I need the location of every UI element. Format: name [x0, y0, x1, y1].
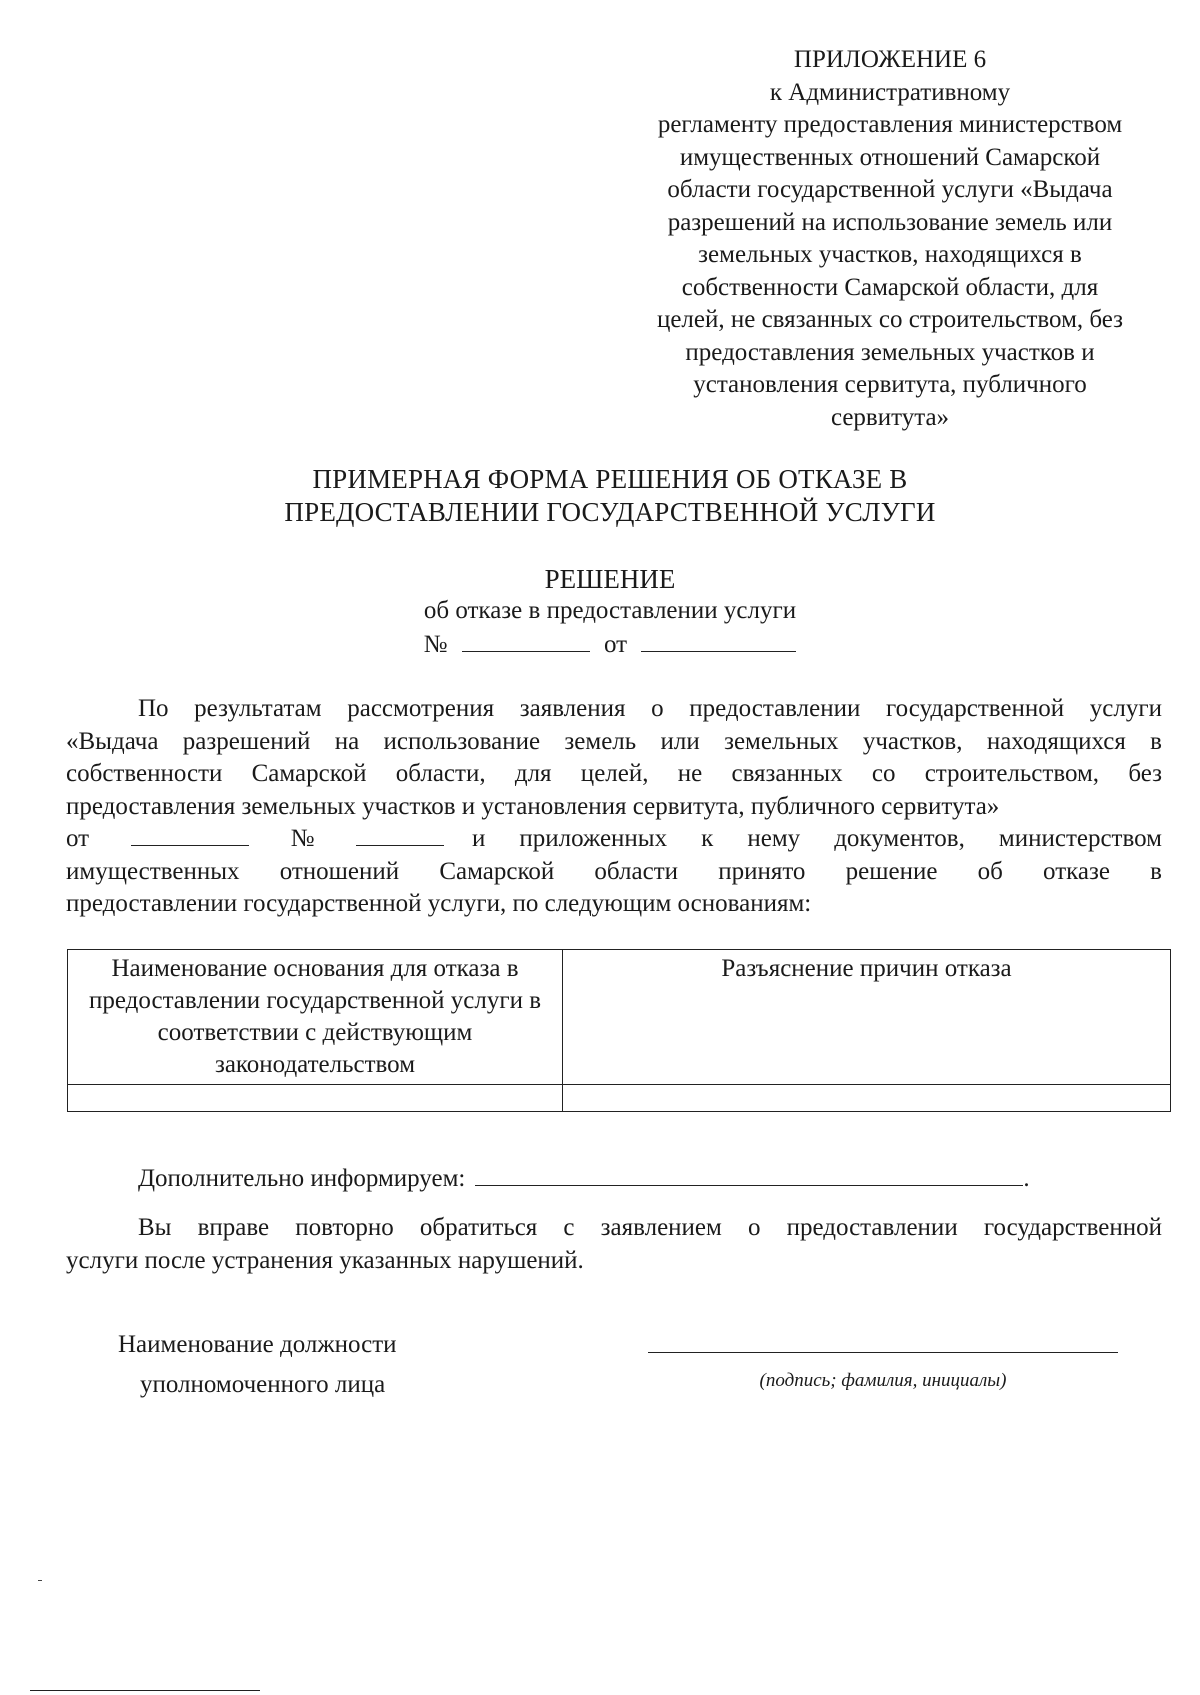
table-header-row [68, 950, 1171, 1085]
form-title-line: ПРЕДОСТАВЛЕНИИ ГОСУДАРСТВЕННОЙ УСЛУГИ [284, 497, 936, 527]
from-word: от [66, 825, 90, 852]
date-blank[interactable] [641, 629, 796, 652]
paragraph-line: «Выдача разрешений на использование земель или земельных участков, находящихся в [66, 727, 1162, 755]
footnote-rule [30, 1690, 260, 1691]
main-paragraph [66, 693, 1162, 921]
paragraph-line: предоставлении государственной услуги, по следующим основаниям: [66, 890, 812, 917]
paragraph-line: имущественных отношений Самарской области принято решение об отказе в [66, 857, 1162, 885]
appendix-heading: ПРИЛОЖЕНИЕ 6 [793, 46, 987, 73]
appendix-line: целей, не связанных со строительством, без [656, 306, 1124, 333]
appendix-header [620, 44, 1160, 434]
appendix-line: сервитута» [830, 403, 950, 431]
number-word: № [290, 825, 315, 852]
number-label: № [423, 631, 448, 658]
appeal-paragraph [66, 1212, 1162, 1277]
table-cell[interactable] [68, 1085, 563, 1112]
appendix-line: собственности Самарской области, для [681, 273, 1099, 301]
table-header-cell: Наименование основания для отказа в предоставлении государственной услуги в соответствии с действующим законодательством [68, 950, 563, 1085]
paragraph-line: Вы вправе повторно обратиться с заявлением о предоставлении государственной [138, 1214, 1162, 1241]
additional-info-blank[interactable] [475, 1163, 1023, 1186]
appendix-line: предоставления земельных участков и [685, 338, 1095, 366]
form-title-line: ПРИМЕРНАЯ ФОРМА РЕШЕНИЯ ОБ ОТКАЗЕ В [312, 464, 908, 494]
signature-hint: (подпись; фамилия, инициалы) [759, 1370, 1007, 1391]
signature-line[interactable] [648, 1352, 1118, 1353]
paragraph-line: собственности Самарской области, для целей, не связанных со строительством, без [66, 760, 1162, 787]
refusal-reasons-table [67, 949, 1171, 1112]
margin-mark [38, 1580, 42, 1581]
number-blank[interactable] [462, 629, 590, 652]
additional-info [138, 1163, 1138, 1195]
table-header-cell: Разъяснение причин отказа [563, 950, 1171, 1085]
after-number-phrase: и приложенных к нему документов, министерством [471, 825, 1162, 852]
form-title [60, 463, 1160, 529]
decision-subtitle: об отказе в предоставлении услуги [423, 597, 797, 624]
paragraph-line: По результатам рассмотрения заявления о предоставлении государственной услуги [138, 695, 1162, 722]
appendix-line: разрешений на использование земель или [667, 208, 1113, 236]
application-date-blank[interactable] [131, 823, 249, 846]
appendix-line: установления сервитута, публичного [693, 371, 1087, 398]
paragraph-line: предоставления земельных участков и установления сервитута, публичного сервитута» [66, 792, 1000, 820]
after-number-text [472, 823, 1162, 856]
table-row [68, 1085, 1171, 1112]
appendix-line: области государственной услуги «Выдача [667, 176, 1113, 203]
appendix-line: к Административному [769, 78, 1011, 106]
signatory-position [118, 1325, 498, 1405]
position-line: Наименование должности [118, 1331, 397, 1358]
application-number-blank[interactable] [356, 823, 444, 846]
table-cell[interactable] [563, 1085, 1171, 1112]
position-line: уполномоченного лица [140, 1371, 386, 1398]
decision-title: РЕШЕНИЕ [544, 564, 676, 594]
appendix-line: земельных участков, находящихся в [698, 241, 1082, 268]
decision-header [60, 563, 1160, 661]
paragraph-line: услуги после устранения указанных нарушений. [66, 1246, 584, 1274]
additional-info-end: . [1023, 1165, 1030, 1192]
appendix-line: имущественных отношений Самарской [679, 143, 1101, 171]
application-reference-line [66, 823, 1162, 856]
decision-number-line [424, 629, 797, 661]
additional-info-label: Дополнительно информируем: [138, 1165, 466, 1192]
date-label: от [604, 631, 628, 658]
appendix-line: регламенту предоставления министерством [657, 111, 1123, 138]
